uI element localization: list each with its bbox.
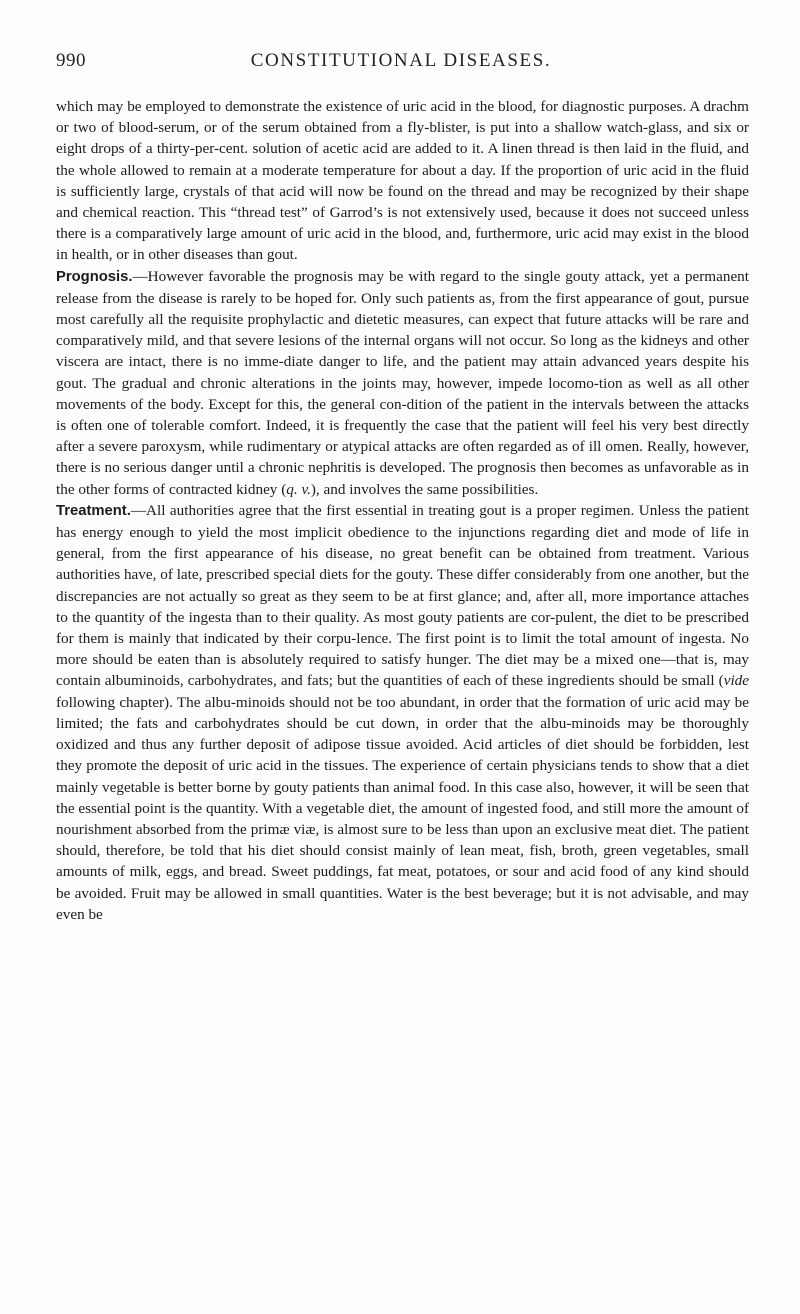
paragraph-intro xyxy=(56,96,749,266)
body-text xyxy=(56,96,749,925)
paragraph-treatment xyxy=(56,500,749,925)
paragraph-prognosis xyxy=(56,266,749,500)
prognosis-text-part2: ), and involves the same possibilities. xyxy=(310,480,539,498)
treatment-text-part2: following chapter). The albu-minoids should not be too abundant, in order that the formation of uric acid may be limited; the fats and carbohydrates should be cut down, in order that the albu-minoids may be thoroughly oxidized and thus any further deposit of adipose tissue avoided. Acid articles of diet should be forbidden, lest they promote the deposit of uric acid in the tissues. The experience of certain physicians tends to show that a diet mainly vegetable is better borne by gouty patients than animal food. In this case also, however, it will be seen that the essential point is the quantity. With a vegetable diet, the amount of ingested food, and still more the amount of nourishment absorbed from the primæ viæ, is almost sure to be less than upon an exclusive meat diet. The patient should, therefore, be told that his diet should consist mainly of lean meat, fish, broth, green vegetables, small amounts of milk, eggs, and bread. Sweet puddings, fat meat, potatoes, or sour and acid food of any kind should be avoided. Fruit may be allowed in small quantities. Water is the best beverage; but it is not advisable, and may even be xyxy=(56,693,749,923)
section-heading-prognosis: Prognosis. xyxy=(56,268,133,285)
section-heading-treatment: Treatment. xyxy=(56,502,131,519)
page-header xyxy=(56,50,746,80)
prognosis-text-part1: —However favorable the prognosis may be with regard to the single gouty attack, yet a permanent release from the disease is rarely to be hoped for. Only such patients as, from the first appearance of gout, pursue most carefully all the requisite prophylactic and dietetic measures, can expect that future attacks will be rare and comparatively mild, and that severe lesions of the internal organs will not occur. So long as the kidneys and other viscera are intact, there is no imme-diate danger to life, and the patient may attain advanced years despite his gout. The gradual and chronic alterations in the joints may, however, impede locomo-tion as well as all other movements of the body. Except for this, the general con-dition of the patient in the intervals between the attacks is often one of tolerable comfort. Indeed, it is frequently the case that the patient will feel his very best directly after a severe paroxysm, while rudimentary or atypical attacks are often regarded as of ill omen. Really, however, there is no serious danger until a chronic nephritis is developed. The prognosis then becomes as unfavorable as in the other forms of contracted kidney ( xyxy=(56,267,749,498)
treatment-text-part1: —All authorities agree that the first essential in treating gout is a proper regimen. Unless the patient has energy enough to yield the most implicit obedience to the injunctions regarding diet and mode of life in general, from the first appearance of his disease, no great benefit can be obtained from treatment. Various authorities have, of late, prescribed special diets for the gouty. These differ considerably from one another, but the discrepancies are not actually so great as they seem to be at first glance; and, after all, more importance attaches to the quantity of the ingesta than to their quality. As most gouty patients are cor-pulent, the diet to be prescribed for them is mainly that indicated by their corpu-lence. The first point is to limit the total amount of ingesta. No more should be eaten than is absolutely required to satisfy hunger. The diet may be a mixed one—that is, may contain albuminoids, carbohydrates, and fats; but the quantities of each of these ingredients should be small ( xyxy=(56,501,749,690)
paragraph-intro-text: which may be employed to demonstrate the existence of uric acid in the blood, for diagnostic purposes. A drachm or two of blood-serum, or of the serum obtained from a fly-blister, is put into a shallow watch-glass, and six or eight drops of a thirty-per-cent. solution of acetic acid are added to it. A linen thread is then laid in the fluid, and the whole allowed to remain at a moderate temperature for about a day. If the proportion of uric acid in the fluid is sufficiently large, crystals of that acid will now be found on the thread and may be recognized by their shape and chemical reaction. This “thread test” of Garrod’s is not extensively used, because it does not succeed unless there is a comparatively large amount of uric acid in the blood, and, furthermore, uric acid may exist in the blood in health, or in other diseases than gout. xyxy=(56,98,749,264)
treatment-italic-reference: vide xyxy=(723,672,749,690)
page-number: 990 xyxy=(56,50,86,71)
running-title: CONSTITUTIONAL DISEASES. xyxy=(250,50,552,71)
prognosis-italic-reference: q. v. xyxy=(286,480,311,498)
